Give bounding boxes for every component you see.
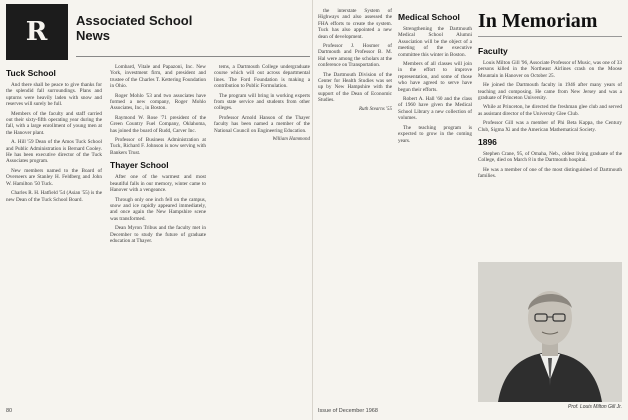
left-column-1 <box>6 64 102 206</box>
article-paragraph: Charles R. H. Hatfield '54 (Asian '55) is the new Dean of the Tuck School Board. <box>6 190 102 203</box>
article-paragraph: Professor of Business Administration at Tuck, Richard F. Johnson is now serving with Bankers Trust. <box>110 137 206 156</box>
memoriam-paragraph: He joined the Dartmouth faculty in 1946 after many years of teaching and composing. He came from New Jersey and was a graduate of Princeton University. <box>478 82 622 102</box>
page-gutter <box>312 0 313 420</box>
section-heading: Tuck School <box>6 68 56 78</box>
issue-date-footer: Issue of December 1968 <box>318 408 378 414</box>
department-title: Associated School News <box>76 13 193 43</box>
page-headline: In Memoriam <box>478 10 598 32</box>
page-number: 80 <box>6 408 13 414</box>
article-paragraph: Members of all classes will join in the effort to improve representation, and some of those who have agreed to serve have begun their efforts. <box>398 61 472 93</box>
article-paragraph: Strengthening the Dartmouth Medical School Alumni Association will be the object of a meeting of the executive committee this winter in Boston. <box>398 26 472 58</box>
article-paragraph: Members of the faculty and staff carried out their sixty-fifth operating year during the fall, with a large enrollment of young men at the Hanover plant. <box>6 110 102 136</box>
memoriam-body <box>478 60 622 101</box>
portrait-illustration <box>478 262 622 402</box>
article-paragraph: The program will bring in working experts from state service and students from other colleges. <box>214 92 310 112</box>
memoriam-more <box>478 104 622 179</box>
section-heading: Medical School <box>398 12 460 22</box>
article-paragraph: Roger Mohlo '53 and two associates have formed a new company, Roger Mohlo Associates, Inc., in Boston. <box>110 92 206 112</box>
section-heading: 1896 <box>478 137 497 148</box>
article-paragraph: Professor Arnold Hanson of the Thayer faculty has been named a member of the National Council on Engineering Education. <box>214 114 310 134</box>
department-logo: R <box>6 4 68 60</box>
article-paragraph: He was a member of one of the most distinguished of Dartmouth families. <box>478 166 622 180</box>
left-column-3 <box>214 64 310 147</box>
article-paragraph: Through only one inch fell on the campus, snow and ice rapidly appeared immediately, and once again the New Hampshire scene was transformed. <box>110 196 206 222</box>
article-paragraph: While at Princeton, he directed the freshman glee club and served as assistant director of the University Glee Club. <box>478 104 622 117</box>
article-paragraph: Stephen Crane, 95, of Omaha, Neb., oldest living graduate of the College, died on March 8 in the Dartmouth hospital. <box>478 151 622 164</box>
right-page <box>318 4 622 414</box>
article-paragraph: Dean Myron Tribus and the faculty met in December to study the future of graduate education at Thayer. <box>110 225 206 244</box>
title-rule <box>76 56 310 57</box>
article-byline: Ruth Stearns '55 <box>358 106 392 112</box>
right-column-2 <box>398 8 472 147</box>
article-paragraph: tems, a Dartmouth College undergraduate course which will out across departmental lines. The Ford Foundation is making a contribution to Public Formulation. <box>214 64 310 90</box>
article-paragraph: A. Hill '59 Dean of the Amos Tuck School and Public Administration is Bernard Cooley. He has been executive director of the Tuck Associates program. <box>6 139 102 165</box>
article-paragraph: New members named to the Board of Overseers are Stanley H. Feldberg and John W. Hamilton '50 Tuck. <box>6 167 102 187</box>
headline-rule <box>478 36 622 37</box>
article-paragraph: Lombard, Vitale and Papazoni, Inc. New York, investment firm, and president and trustee of the Charles T. Kettering Foundation in Ohio. <box>110 64 206 90</box>
memoriam-paragraph: Louis Milton Gill '96, Associate Professor of Music, was one of 33 persons killed in the Northeast Airlines crash on the Moose Mountain in Hanover on October 25. <box>478 60 622 79</box>
faculty-heading: Faculty <box>478 46 508 56</box>
photo-caption: Prof. Louis Milton Gill Jr. <box>568 404 622 410</box>
article-paragraph: Professor Gill was a member of Phi Beta Kappa, the Century Club, Sigma Xi and the American Mathematical Society. <box>478 120 622 133</box>
memoriam-column <box>478 42 622 183</box>
section-heading: Thayer School <box>110 160 169 171</box>
article-paragraph: Professor J. Hosmer of Dartmouth and Professor B. M. Hal were among the scholars at the conference on Transportation. <box>318 43 392 69</box>
article-byline: William Hammond <box>272 137 310 143</box>
article-paragraph: the interstate System of Highways and also assessed the FHA efforts to create the system. Tuck has also appointed a new dean of development. <box>318 8 392 40</box>
article-paragraph: And there shall be peace to give thanks for the splendid fall surroundings. Plans and upturns were heavily laden with snow and reserves will surely be full. <box>6 82 102 108</box>
right-column-1 <box>318 8 392 117</box>
article-paragraph: The Dartmouth Division of the Center for Health Studies was set up by New Hampshire with the support of the Dean of Economic Studies. <box>318 71 392 104</box>
article-paragraph: Raymond W. Rose '71 president of the Green Country Fuel Company, Oklahoma, has joined the board of Rudd, Carver Inc. <box>110 114 206 134</box>
left-page <box>6 4 310 414</box>
article-paragraph: The teaching program is expected to grow in the coming years. <box>398 124 472 144</box>
left-column-2 <box>110 64 206 247</box>
article-paragraph: Robert A. Hall '60 and the class of 1960 have given the Medical School Library a new collection of volumes. <box>398 96 472 122</box>
portrait-photo <box>478 262 622 402</box>
article-paragraph: After one of the warmest and most beautiful falls in our memory, winter came to Hanover with a vengeance. <box>110 174 206 194</box>
